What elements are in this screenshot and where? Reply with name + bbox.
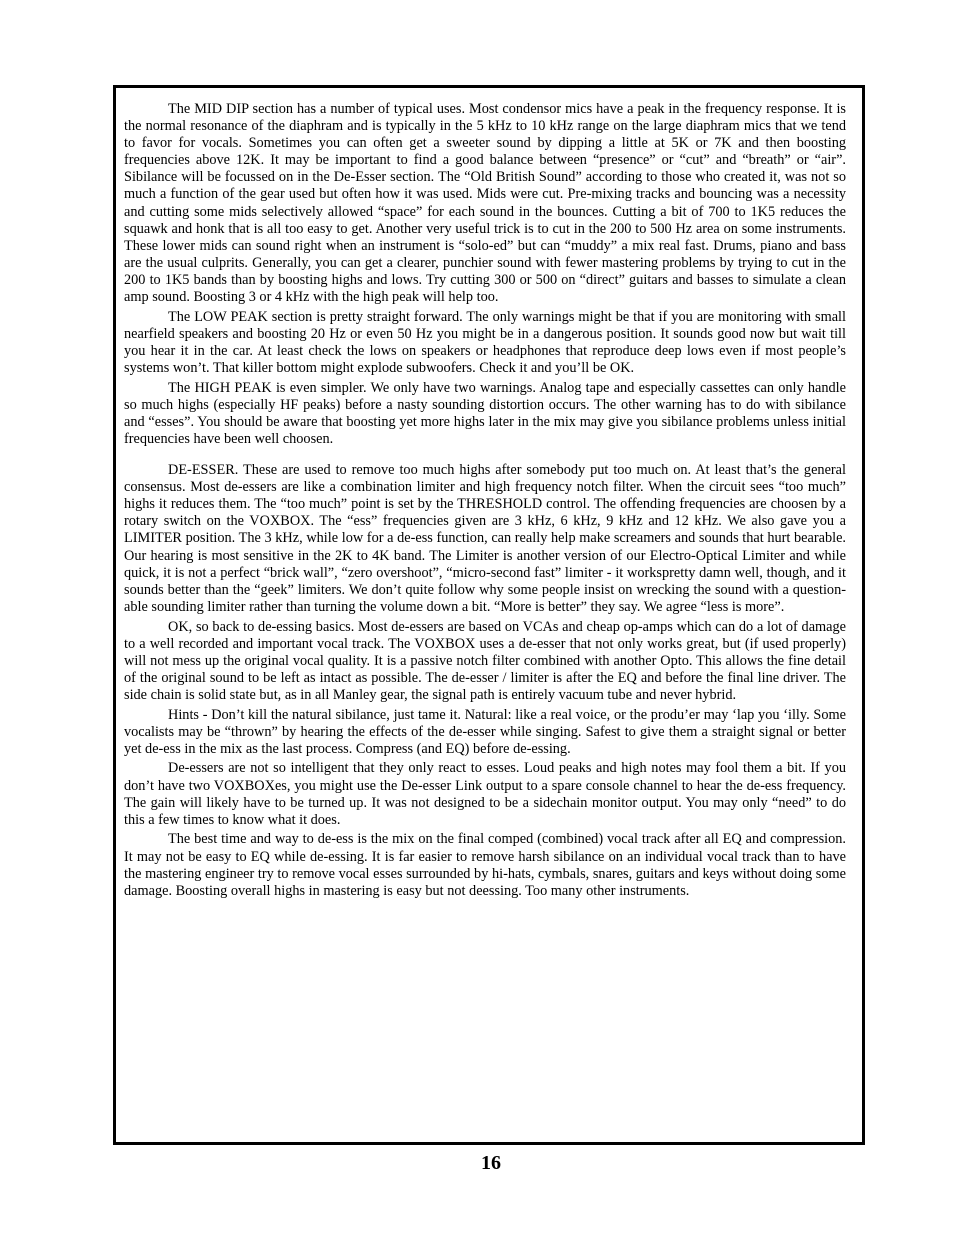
paragraph-de-esser-intelligence: De-essers are not so intelligent that they only react to esses. Loud peaks and high notes may fool them a bit. If you don’t have two VOXBOXes, you might use the De-esser Link output to a spare console channel to hear the de-ess frequency. The gain will likely have to be turned up. It was not designed to be a sidechain monitor output. You may only “need” to do this a few times to know what it does.	[124, 760, 846, 828]
paragraph-de-esser: DE-ESSER. These are used to remove too much highs after somebody put too much on. At least that’s the general consensus. Most de-essers are like a combination limiter and high frequency notch filter. When the circuit sees “too much” highs it reduces them. The “too much” point is set by the THRESHOLD control. The offending frequencies are choosen by a rotary switch on the VOXBOX. The “ess” frequencies given are 3 kHz, 6 kHz, 9 kHz and 12 kHz. We also gave you a LIMITER position. The 3 kHz, while low for a de-ess function, can really help make screamers and sounds that hurt bearable. Our hearing is most sensitive in the 2K to 4K band. The Limiter is another version of our Electro-Optical Limiter and while quick, it is not a perfect “brick wall”, “zero overshoot”, “micro-second fast” limiter - it workspretty damn well, though, and it sounds better than the “geek” limiters. We don’t quite follow why some people insist on wrecking the sound with a questionable sounding limiter rather than turning the volume down a bit. “More is better” they say. We agree “less is more”.	[124, 462, 846, 615]
body-text	[124, 101, 846, 902]
paragraph-low-peak: The LOW PEAK section is pretty straight forward. The only warnings might be that if you are monitoring with small nearfield speakers and boosting 20 Hz or even 50 Hz you might be in a dangerous position. It sounds good now but wait till you hear it in the car. At least check the lows on speakers or headphones that reproduce deep lows even if most people’s systems won’t. That killer bottom might explode subwoofers. Check it and you’ll be OK.	[124, 308, 846, 376]
paragraph-best-time: The best time and way to de-ess is the mix on the final comped (combined) vocal track after all EQ and compression. It may not be easy to EQ while de-essing. It is far easier to remove harsh sibilance on an individual vocal track than to have the mastering engineer try to remove vocal esses surrounded by hi-hats, cymbals, snares, guitars and keys without doing some damage. Boosting overall highs in mastering is easy but not deessing. Too many other instruments.	[124, 831, 846, 899]
paragraph-de-essing-basics: OK, so back to de-essing basics. Most de-essers are based on VCAs and cheap op-amps which can do a lot of damage to a well recorded and important vocal track. The VOXBOX uses a de-esser that not only works great, but (if used properly) will not mess up the original vocal quality. It is a passive notch filter combined with another Opto. This allows the fine detail of the original sound to be left as intact as possible. The de-esser / limiter is after the EQ and before the final line driver. The side chain is solid state but, as in all Manley gear, the signal path is entirely vacuum tube and never hybrid.	[124, 618, 846, 703]
paragraph-hints: Hints - Don’t kill the natural sibilance, just tame it. Natural: like a real voice, or the produ’er may ‘lap you ‘illy. Some vocalists may be “thrown” by hearing the effects of the de-esser while singing. Safest to give them a straight signal or better yet de-ess in the mix as the last process. Compress (and EQ) before de-essing.	[124, 706, 846, 757]
paragraph-mid-dip: The MID DIP section has a number of typical uses. Most condensor mics have a peak in the frequency response. It is the normal resonance of the diaphram and is typically in the 5 kHz to 10 kHz range on the large diaphram mics that we tend to favor for vocals. Sometimes you can often get a sweeter sound by dipping a little at 5K or 7K and then boosting frequencies above 12K. It may be important to find a good balance between “presence” or “cut” and “breath” or “air”. Sibilance will be focussed on in the De-Esser section. The “Old British Sound” according to those who created it, was not so much a function of the gear used but often how it was used. Mids were cut. Pre-mixing tracks and bouncing was a necessity and cutting some mids selectively allowed “space” for each sound in the bounces. Cutting a bit of 700 to 1K5 reduces the squawk and honk that is all too easy to get. Another very useful trick is to cut in the 200 to 500 Hz area on some instruments. These lower mids can sound right when an instrument is “solo-ed” but can “muddy” a mix real fast. Drums, piano and bass are the usual culprits. Generally, you can get a clearer, punchier sound with fewer mastering problems by trying to cut in the 200 to 1K5 bands than by boosting highs and lows. Try cutting 300 or 500 on “direct” guitars and basses to simulate a clean amp sound. Boosting 3 or 4 kHz with the high peak will help too.	[124, 101, 846, 306]
page-number: 16	[481, 1152, 501, 1174]
paragraph-high-peak: The HIGH PEAK is even simpler. We only have two warnings. Analog tape and especially cassettes can only handle so much highs (especially HF peaks) before a nasty sounding distortion occurs. The other warning has to do with sibilance and “esses”. You should be aware that boosting yet more highs later in the mix may give you sibilance problems unless initial frequencies have been well choosen.	[124, 379, 846, 447]
